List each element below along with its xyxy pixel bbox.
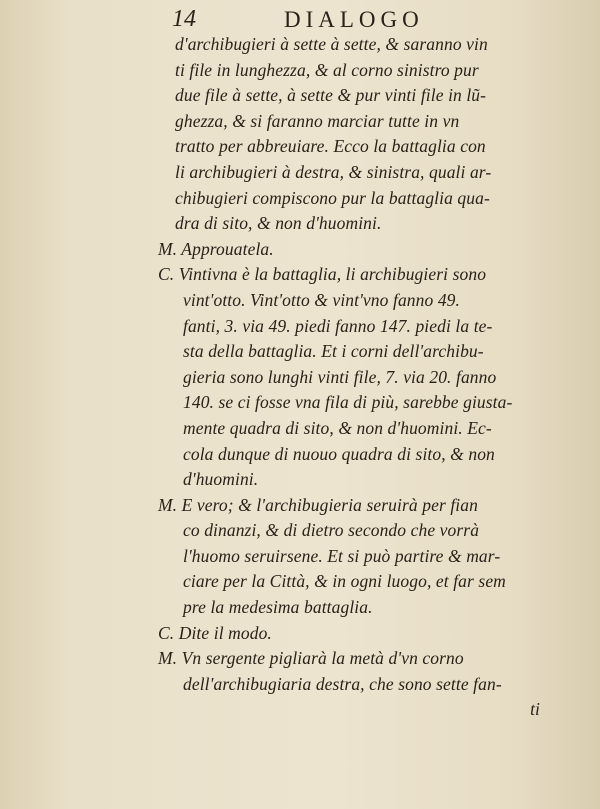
page-number: 14 (172, 6, 196, 32)
speaker-line: M. Vn sergente pigliarà la metà d'vn corno (158, 648, 464, 669)
text-line: dell'archibugiaria destra, che sono sette fan- (183, 673, 502, 694)
text-line: gieria sono lunghi vinti file, 7. via 20. fanno (183, 366, 497, 387)
catchword: ti (530, 699, 540, 720)
text-line: d'huomini. (183, 469, 259, 490)
text-line: sta della battaglia. Et i corni dell'archibu- (183, 341, 484, 362)
text-line: ti file in lunghezza, & al corno sinistro pur (175, 59, 479, 80)
text-line: ghezza, & si faranno marciar tutte in vn (175, 110, 460, 131)
body-text (158, 32, 570, 723)
speaker-line: M. E vero; & l'archibugieria seruirà per fian (158, 494, 478, 515)
text-line: cola dunque di nuouo quadra di sito, & non (183, 443, 495, 464)
text-line: l'huomo seruirsene. Et si può partire & mar- (183, 545, 501, 566)
text-line: ciare per la Città, & in ogni luogo, et far sem (183, 571, 506, 592)
text-line: pre la medesima battaglia. (183, 597, 373, 618)
text-line: fanti, 3. via 49. piedi fanno 147. piedi la te- (183, 315, 493, 336)
text-line: co dinanzi, & di dietro secondo che vorrà (183, 520, 480, 541)
text-line: mente quadra di sito, & non d'huomini. Ec- (183, 417, 492, 438)
text-line: tratto per abbreuiare. Ecco la battaglia con (175, 136, 486, 157)
text-line: 140. se ci fosse vna fila di più, sarebbe giusta- (183, 392, 513, 413)
speaker-line: C. Vintivna è la battaglia, li archibugieri sono (158, 264, 487, 285)
text-line: vint'otto. Vint'otto & vint'vno fanno 49. (183, 289, 460, 310)
text-line: due file à sette, à sette & pur vinti file in lũ- (175, 85, 487, 106)
speaker-line: C. Dite il modo. (158, 622, 272, 643)
speaker-line: M. Approuatela. (158, 238, 274, 259)
text-line: d'archibugieri à sette à sette, & saranno vin (175, 34, 488, 54)
running-head: DIALOGO (284, 7, 424, 32)
text-line: li archibugieri à destra, & sinistra, quali ar- (175, 161, 492, 182)
text-line: chibugieri compiscono pur la battaglia qua- (175, 187, 490, 208)
text-line: dra di sito, & non d'huomini. (175, 213, 382, 234)
